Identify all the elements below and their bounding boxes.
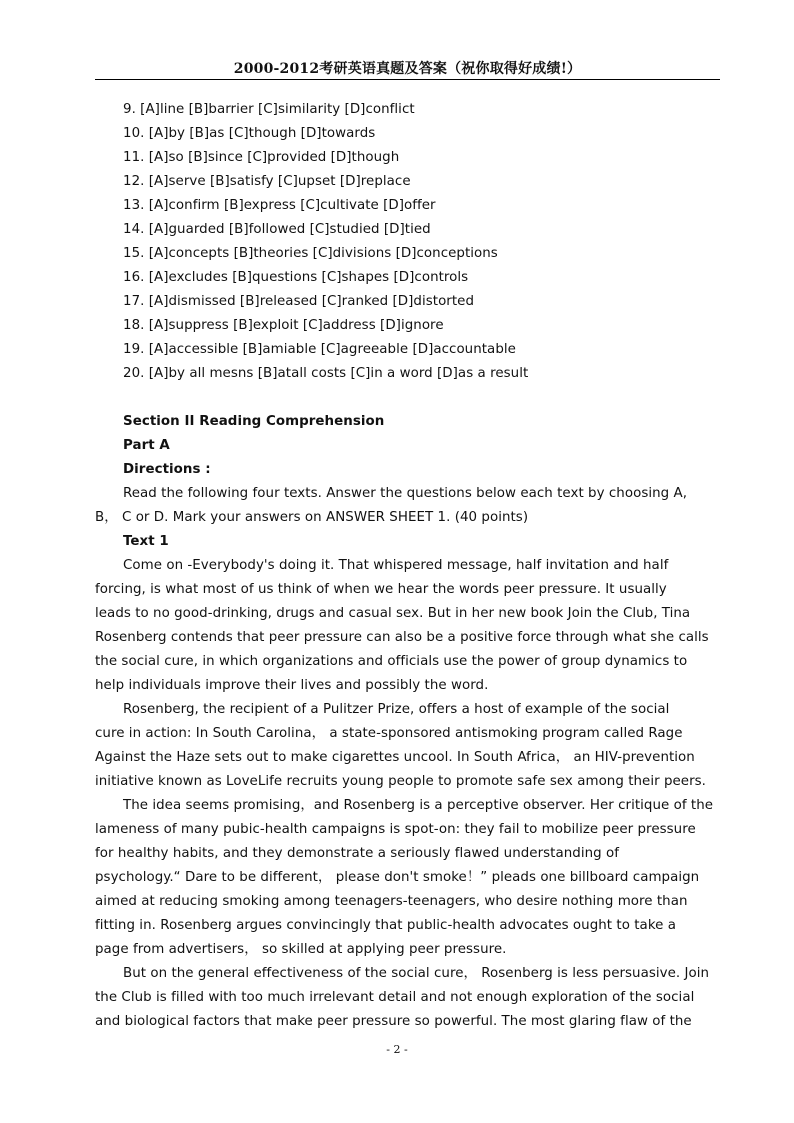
paragraph-line: the social cure, in which organizations and officials use the power of group dynamics to	[95, 654, 688, 669]
option-line: 9. [A]line [B]barrier [C]similarity [D]conflict	[123, 102, 415, 117]
header-divider	[95, 79, 720, 80]
paragraph-line: Rosenberg contends that peer pressure can also be a positive force through what she calls	[95, 630, 709, 645]
option-line: 15. [A]concepts [B]theories [C]divisions [D]conceptions	[123, 246, 498, 261]
option-line: 19. [A]accessible [B]amiable [C]agreeable [D]accountable	[123, 342, 516, 357]
section-title: Section II Reading Comprehension	[123, 414, 385, 429]
paragraph-line: help individuals improve their lives and possibly the word.	[95, 678, 489, 693]
option-line: 13. [A]confirm [B]express [C]cultivate [D]offer	[123, 198, 436, 213]
directions-label: Directions :	[123, 462, 211, 477]
page-content	[95, 98, 745, 1034]
option-line: 12. [A]serve [B]satisfy [C]upset [D]replace	[123, 174, 411, 189]
paragraph-line: leads to no good-drinking, drugs and casual sex. But in her new book Join the Club, Tina	[95, 606, 691, 621]
paragraph-line: aimed at reducing smoking among teenagers-teenagers, who desire nothing more than	[95, 894, 688, 909]
option-line: 10. [A]by [B]as [C]though [D]towards	[123, 126, 376, 141]
option-line: 14. [A]guarded [B]followed [C]studied [D]tied	[123, 222, 431, 237]
paragraph-line: initiative known as LoveLife recruits young people to promote safe sex among their peers.	[95, 774, 706, 789]
spacer	[95, 386, 745, 410]
paragraph-line: cure in action: In South Carolina， a state-sponsored antismoking program called Rage	[95, 726, 683, 741]
paragraph-line: fitting in. Rosenberg argues convincingly that public-health advocates ought to take a	[95, 918, 676, 933]
option-line: 16. [A]excludes [B]questions [C]shapes [D]controls	[123, 270, 469, 285]
option-line: 17. [A]dismissed [B]released [C]ranked [D]distorted	[123, 294, 474, 309]
paragraph-line: Rosenberg, the recipient of a Pulitzer Prize, offers a host of example of the social	[123, 702, 670, 717]
paragraph-line: and biological factors that make peer pressure so powerful. The most glaring flaw of the	[95, 1014, 692, 1029]
option-line: 20. [A]by all mesns [B]atall costs [C]in a word [D]as a result	[123, 366, 529, 381]
option-line: 18. [A]suppress [B]exploit [C]address [D]ignore	[123, 318, 444, 333]
directions-line: Read the following four texts. Answer the questions below each text by choosing A,	[123, 486, 688, 501]
paragraph-line: forcing, is what most of us think of when we hear the words peer pressure. It usually	[95, 582, 667, 597]
paragraph-line: for healthy habits, and they demonstrate a seriously flawed understanding of	[95, 846, 619, 861]
text-label: Text 1	[123, 534, 169, 549]
paragraph-line: The idea seems promising，and Rosenberg is a perceptive observer. Her critique of the	[123, 798, 714, 813]
directions-line: B， C or D. Mark your answers on ANSWER SHEET 1. (40 points)	[95, 510, 529, 525]
paragraph-line: psychology.“ Dare to be different， please don't smoke！” pleads one billboard campaign	[95, 870, 700, 885]
paragraph-line: the Club is filled with too much irrelevant detail and not enough exploration of the social	[95, 990, 695, 1005]
option-line: 11. [A]so [B]since [C]provided [D]though	[123, 150, 400, 165]
paragraph-line: Come on -Everybody's doing it. That whispered message, half invitation and half	[123, 558, 669, 573]
page-header-title: 2000-2012考研英语真题及答案（祝你取得好成绩!）	[233, 61, 582, 77]
paragraph-line: But on the general effectiveness of the social cure， Rosenberg is less persuasive. Join	[123, 966, 710, 981]
page-number: - 2 -	[386, 1043, 408, 1056]
paragraph-line: page from advertisers， so skilled at applying peer pressure.	[95, 942, 507, 957]
paragraph-line: Against the Haze sets out to make cigarettes uncool. In South Africa， an HIV-prevention	[95, 750, 695, 765]
paragraph-line: lameness of many pubic-health campaigns is spot-on: they fail to mobilize peer pressure	[95, 822, 696, 837]
part-title: Part A	[123, 438, 170, 453]
